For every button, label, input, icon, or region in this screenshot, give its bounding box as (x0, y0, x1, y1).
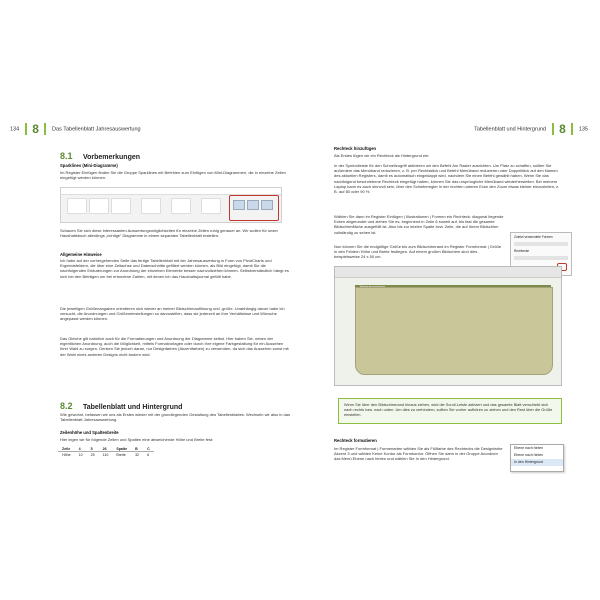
intro-paragraph: Im Register Einfügen finden Sie die Gruppe Sparklines mit Befehlen zum Einfügen von Mini-Diagrammen, die in einzelne Zellen eingefügt werden können. (60, 170, 286, 181)
rounded-rectangle-shape (355, 287, 553, 375)
paragraph: Hier legen wir für folgende Zeilen und Spalten eine abweichende Höhe und Breite fest: (60, 437, 214, 442)
paragraph: In der Symbolleiste für den Schnellzugriff aktivieren wir den Befehl Am Raster ausrichten. Um Platz zu schaffen, sollten Sie außerdem das Menüband reduzieren, z. B. per Rechtsklick und Befehl Menüband reduzieren oder Doppelklick auf den Namen des aktuellen Registers, damit es automatisch eingeklappt wird, nachdem Sie einen Befehl gewählt haben. Wenn Sie das nachfolgend beschriebene Rechteck eingefügt haben, können Sie das ursprüngliche Menüband wiederherstellen. Bei meinem Laptop kann es auch sinnvoll sein, über den Schieberegler in der rechten unteren Ecke den Zoom etwas kleiner einzustellen, z. B. auf 80 oder 90 %. (334, 163, 560, 195)
ribbon-screenshot (60, 187, 282, 223)
subheading-general-notes: Allgemeine Hinweise (60, 252, 102, 257)
header-divider (25, 123, 27, 135)
table-cell: Zeile (58, 446, 75, 452)
table-cell: Breite (116, 452, 126, 457)
pane-section: Rechtecke (514, 249, 530, 253)
menu-item: Ebene nach hinten (514, 446, 544, 450)
menu-item-selected: In den Hintergrund (511, 459, 563, 466)
section-title: Vorbemerkungen (82, 154, 141, 161)
sparklines-highlight-frame (229, 195, 279, 221)
ribbon-group (111, 198, 131, 214)
table-cell: 4 (75, 446, 87, 452)
table-cell: 110 (102, 452, 109, 457)
excel-screenshot (334, 266, 562, 386)
header-divider (552, 123, 554, 135)
ribbon-group (171, 198, 191, 214)
left-chapter-title: Das Tabellenblatt Jahresauswertung (52, 126, 141, 133)
subheading-row-col: Zeilenhöhe und Spaltenbreite (60, 430, 119, 435)
paragraph: Ich habe auf der vorhergehenden Seite das fertige Tabellenblatt mit der Jahresauswertung in Form von PivotCharts und Ergebnisfeldern, die über eine Zeitachse und Datenschnitte gefiltert werden können, als Bild eingefügt, damit Sie die nachfolgenden Erläuterungen zur Anordnung der einzelnen Elemente besser nachvollziehen können. Selbstverständlich hängt es sich bei den Beträgen um frei erfundene Zahlen, mit denen ich das Haushaltsjournal gefüllt habe. (60, 258, 289, 279)
left-running-header (10, 122, 141, 136)
table-cell: 25 (90, 452, 95, 457)
ribbon-group (67, 198, 87, 214)
pane-row (514, 256, 568, 260)
paragraph: Das Gleiche gilt natürlich auch für die Formatierungen und Anordnung der Diagramme selbst. Hier haben Sie, neben der eigentlichen Anordnung, auch die Möglichkeit, mittels Formatvorlagen oder durch Ihre eigene Farbgestaltung für ein Aussehen Ihrer Wahl zu sorgen. Denken Sie jedoch daran, nur Designfarben (Akzentfarben) zu verwenden, da sich das Aussehen sonst mit der Wahl eines anderen Designs nicht ändern wird. (60, 336, 289, 357)
subheading-sparklines: Sparklines (Mini-Diagramme) (60, 163, 118, 168)
section-8-1-heading (60, 146, 140, 164)
left-chapter-number: 8 (32, 122, 39, 136)
table-cell: Spalte (112, 446, 131, 452)
dimensions-table (58, 446, 154, 457)
ribbon-group (89, 198, 109, 214)
ribbon-group (141, 198, 161, 214)
table-cell: 26 (99, 446, 113, 452)
ribbon-tabs (61, 188, 281, 195)
table-cell: B (131, 446, 143, 452)
table-cell: Höhe (62, 452, 71, 457)
header-divider (571, 123, 573, 135)
table-cell: 6 (147, 452, 150, 457)
paragraph: Die jeweiligen Größenangaben orientieren sich wieder an meiner Bildschirmauflösung und -größe. Unabhängig davon habe ich versucht, die Anordnungen und Größeneinstellungen so darzustellen, dass sie jederzeit an Ihre Verhältnisse und Wünsche angepasst werden können. (60, 306, 285, 322)
subheading-add-rectangle: Rechteck hinzufügen (334, 146, 377, 151)
excel-ribbon-bar (335, 267, 561, 278)
pane-row (514, 242, 568, 246)
section-number: 8.2 (60, 401, 73, 411)
paragraph: Als Erstes fügen wir ein Rechteck als Hintergrund ein: (334, 153, 430, 158)
pane-title: Zuletzt verwendete Formen (514, 235, 553, 239)
table-cell: 10 (78, 452, 83, 457)
table-row (58, 452, 154, 458)
paragraph: Schauen Sie sich diese interessanten Auswertungsmöglichkeiten für einzelne Zellen ruhig genauer an. Wir wollen für unser Haushaltsbuch allerdings „richtige“ Diagramme in einem separaten Tabellenblatt erstellen. (60, 228, 278, 239)
table-cell: C (143, 446, 154, 452)
subheading-format-rectangle: Rechteck formatieren (334, 438, 377, 443)
ribbon-group (201, 198, 221, 214)
section-number: 8.1 (60, 151, 73, 161)
table-cell: 5 (87, 446, 99, 452)
header-divider (44, 123, 46, 135)
right-chapter-title: Tabellenblatt und Hintergrund (474, 126, 546, 133)
paragraph: Nun können Sie die endgültige Größe bis zum Bildschirmrand im Register Formformat | Größe in den Feldern Höhe und Breite festlegen. Auf einem großen Bildschirm sind dies beispielsweise 24 x 50 cm. (334, 244, 502, 260)
right-chapter-number: 8 (559, 122, 566, 136)
section-title: Tabellenblatt und Hintergrund (82, 404, 183, 411)
arrange-menu-screenshot (510, 444, 564, 472)
right-page-number: 135 (578, 126, 588, 133)
paragraph: Wählen Sie dann im Register Einfügen | Illustrationen | Formen ein Rechteck: diagonal liegende Ecken abgerundet und ziehen Sie es, beginnend in Zeile 6 soweit auf, bis fast die gesamte Bildschirmfläche ausgefüllt ist. Also bis zur letzten Spalte bzw. Zeile, die auf Ihrem Bildschirm vollständig zu sehen ist. (334, 214, 504, 235)
info-note-box: Wenn Sie über den Bildschirmrand hinaus ziehen, wird die Scroll-Leiste aktiviert und das gesamte Blatt verschiebt sich nach rechts bzw. nach unten. Um dies zu verhindern, sollten Sie vorher aufhören zu ziehen und den Rest über die Größe einstellen. (338, 398, 562, 424)
table-cell: 32 (135, 452, 140, 457)
left-page-number: 134 (10, 126, 20, 133)
right-running-header (474, 122, 588, 136)
paragraph: Im Register Formformat | Formenarten wählen Sie als Füllfarbe des Rechtecks die Designfarbe Akzent 3 und wählen Keine Kontur als Formkontur. Öffnen Sie dann in der Gruppe Anordnen das Menü Ebene nach hinten und wählen Sie In den Hintergrund. (334, 446, 503, 462)
paragraph: Wie gewohnt, befassen wir uns als Erstes wieder mit der grundlegenden Gestaltung des Tabellenblattes. Wechseln wir also in das Tabellenblatt Jahresauswertung. (60, 412, 290, 423)
menu-item: Ebene nach hinten (514, 453, 544, 457)
